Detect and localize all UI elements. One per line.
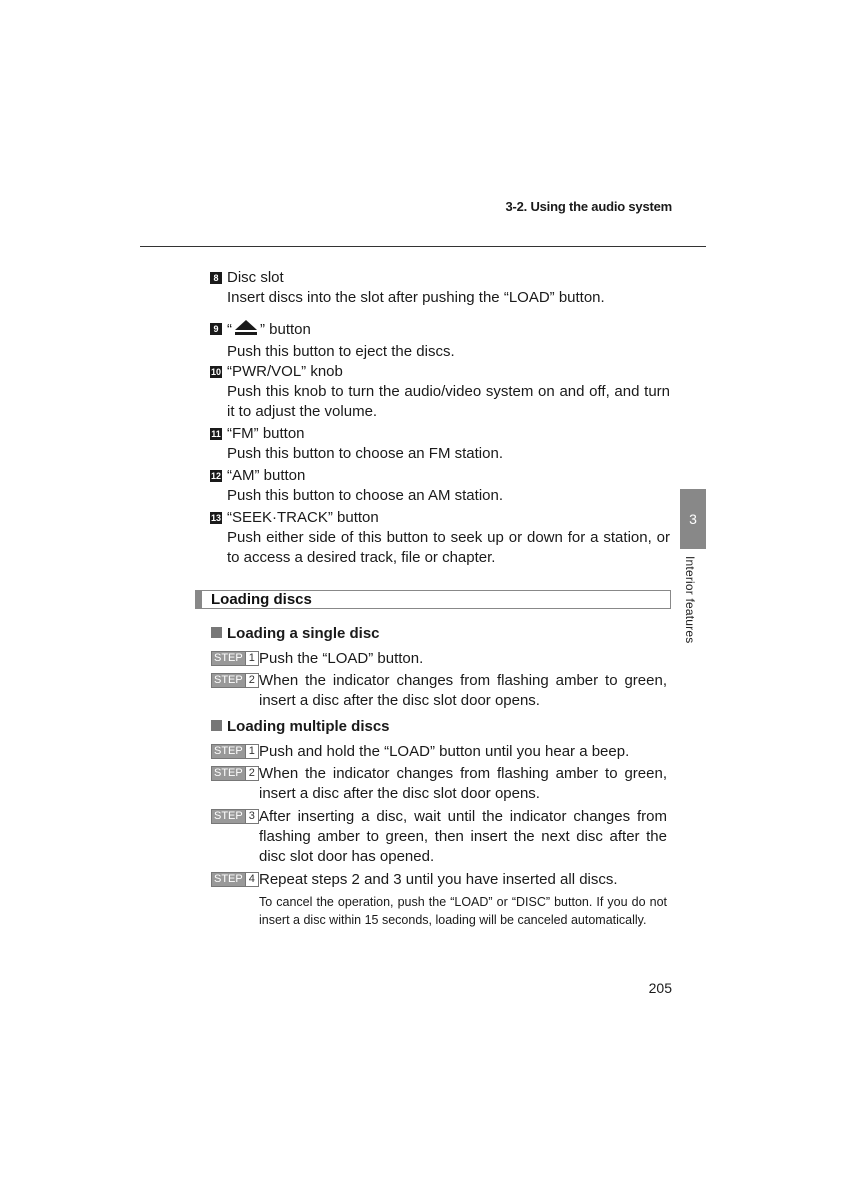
item-number: 11 — [211, 429, 221, 439]
step-badge — [211, 809, 259, 824]
component-descriptions — [210, 268, 670, 568]
step-badge — [211, 651, 259, 666]
eject-icon — [233, 319, 259, 342]
subsection-heading: Loading a single disc — [227, 625, 380, 642]
step-label: STEP — [214, 652, 243, 664]
item-number: 13 — [210, 513, 221, 523]
item-title: “SEEK·TRACK” button — [227, 509, 379, 526]
multi-step-4 — [211, 870, 667, 890]
item-title: “AM” button — [227, 467, 306, 484]
item-eject-button — [210, 319, 670, 362]
step-text: When the indicator changes from flashing amber to green, insert a disc after the disc slot door opens. — [259, 672, 667, 709]
step-text: Push the “LOAD” button. — [259, 650, 424, 667]
title-suffix: ” button — [260, 321, 311, 338]
step-badge — [211, 744, 259, 759]
step-label: STEP — [214, 745, 243, 757]
step-text: After inserting a disc, wait until the indicator changes from flashing amber to green, then insert the next disc after the disc slot door has opened. — [259, 808, 667, 865]
item-am-button — [210, 466, 670, 506]
step-badge — [211, 766, 259, 781]
item-seek-track-button — [210, 508, 670, 568]
step-number: 3 — [245, 810, 258, 823]
item-description: Push this knob to turn the audio/video system on and off, and turn it to adjust the volume. — [227, 383, 670, 420]
single-step-1 — [211, 649, 667, 669]
item-number: 12 — [210, 471, 221, 481]
step-badge — [211, 872, 259, 887]
single-step-2 — [211, 671, 667, 711]
item-description: Push either side of this button to seek up or down for a station, or to access a desired track, file or chapter. — [227, 529, 670, 566]
item-title: “FM” button — [227, 425, 305, 442]
quote-open: “ — [227, 321, 232, 338]
cancel-note: To cancel the operation, push the “LOAD” or “DISC” button. If you do not insert a disc within 15 seconds, loading will be canceled automatically. — [259, 895, 667, 927]
multi-step-3 — [211, 807, 667, 867]
step-text: Push and hold the “LOAD” button until you hear a beep. — [259, 743, 630, 760]
item-pwr-vol-knob — [210, 362, 670, 422]
item-title: “PWR/VOL” knob — [227, 363, 343, 380]
multi-step-1 — [211, 742, 667, 762]
square-bullet-icon — [211, 627, 222, 638]
item-number: 10 — [210, 367, 221, 377]
item-number: 9 — [210, 323, 222, 335]
chapter-tab: 3 — [680, 489, 706, 549]
step-number: 4 — [245, 873, 258, 886]
item-description: Insert discs into the slot after pushing the “LOAD” button. — [227, 289, 605, 306]
step-number: 1 — [245, 652, 258, 665]
step-text: When the indicator changes from flashing amber to green, insert a disc after the disc slot door opens. — [259, 765, 667, 802]
item-fm-button — [210, 424, 670, 464]
step-label: STEP — [214, 873, 243, 885]
multi-step-2 — [211, 764, 667, 804]
subsection-multiple-discs — [211, 717, 390, 737]
step-label: STEP — [214, 810, 243, 822]
section-title: Loading discs — [211, 591, 312, 608]
item-description: Push this button to eject the discs. — [227, 343, 455, 360]
step-label: STEP — [214, 767, 243, 779]
header-divider — [140, 246, 706, 247]
item-description: Push this button to choose an FM station. — [227, 445, 503, 462]
item-description: Push this button to choose an AM station. — [227, 487, 504, 504]
subsection-heading: Loading multiple discs — [227, 718, 390, 735]
section-header-title: 3-2. Using the audio system — [505, 199, 672, 214]
item-number: 8 — [210, 272, 222, 284]
chapter-name: Interior features — [683, 556, 697, 644]
step-text: Repeat steps 2 and 3 until you have inserted all discs. — [259, 871, 618, 888]
item-title — [227, 319, 670, 342]
section-heading-bar — [195, 590, 671, 609]
step-badge — [211, 673, 259, 688]
square-bullet-icon — [211, 720, 222, 731]
subsection-single-disc — [211, 624, 380, 644]
item-title: Disc slot — [227, 269, 284, 286]
step-label: STEP — [214, 674, 243, 686]
item-disc-slot — [210, 268, 670, 308]
page-number: 205 — [648, 980, 672, 996]
step-number: 2 — [245, 674, 258, 687]
step-number: 1 — [245, 745, 258, 758]
step-number: 2 — [245, 767, 258, 780]
